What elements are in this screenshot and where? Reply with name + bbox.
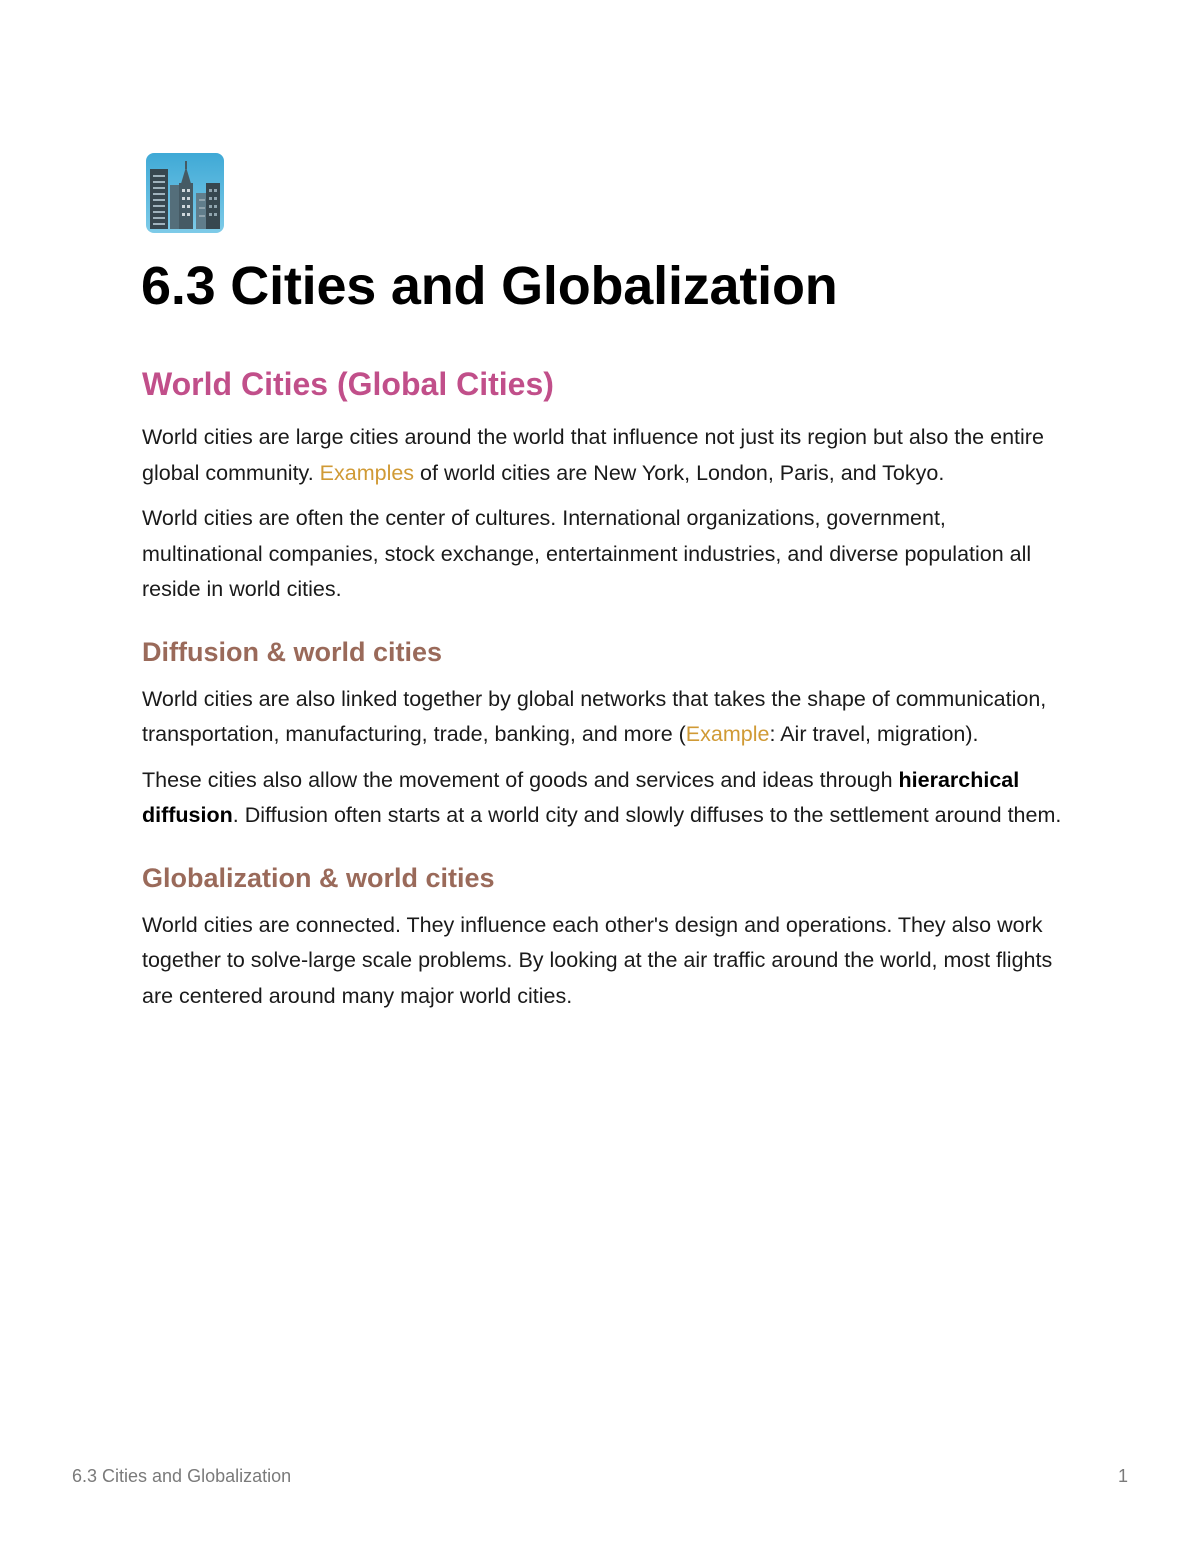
paragraph: These cities also allow the movement of goods and services and ideas through hierarchical diffusion. Diffusion often starts at a world city and slowly diffuses to the settlement around them.: [142, 767, 1062, 827]
page-number: 1: [1117, 1466, 1128, 1486]
highlighted-term: Example: [685, 722, 770, 746]
paragraph: World cities are connected. They influence each other's design and operations. They also work together to solve-large scale problems. By looking at the air traffic around the world, most flights are centered around many major world cities.: [142, 912, 1053, 1008]
footer-title: 6.3 Cities and Globalization: [72, 1466, 292, 1486]
paragraph: World cities are also linked together by global networks that takes the shape of communication, transportation, manufacturing, trade, banking, and more (Example: Air travel, migration).: [142, 686, 1047, 746]
page-title: 6.3 Cities and Globalization: [141, 256, 838, 316]
cityscape-icon: [146, 153, 224, 233]
paragraph: World cities are often the center of cultures. International organizations, government, multinational companies, stock exchange, entertainment industries, and diverse population all reside in world cities.: [142, 506, 1032, 601]
section-heading-world-cities: World Cities (Global Cities): [142, 366, 554, 402]
document-body: [142, 358, 1062, 1014]
highlighted-term: Examples: [319, 460, 415, 485]
paragraph: World cities are large cities around the world that influence not just its region but also the entire global community. Examples of world cities are New York, London, Paris, and Tokyo.: [142, 425, 1044, 485]
section-heading-diffusion: Diffusion & world cities: [142, 636, 443, 667]
bold-term: hierarchical diffusion: [142, 767, 1020, 827]
section-heading-globalization: Globalization & world cities: [142, 862, 495, 893]
